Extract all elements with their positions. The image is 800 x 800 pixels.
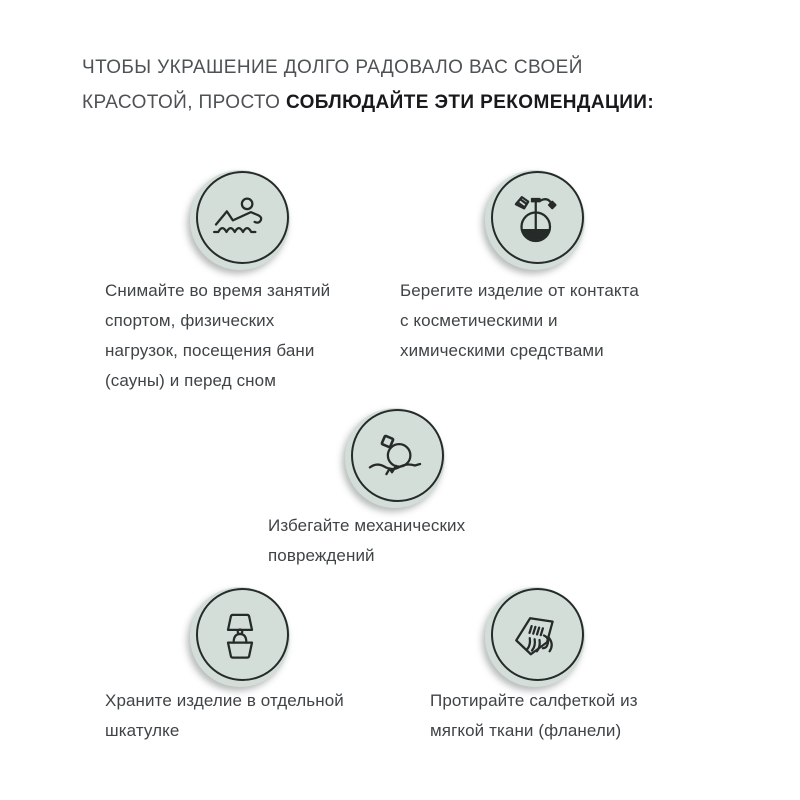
- page-title-line1: ЧТОБЫ УКРАШЕНИЕ ДОЛГО РАДОВАЛО ВАС СВОЕЙ: [82, 57, 583, 78]
- caption-line: повреждений: [268, 546, 375, 565]
- recommendation-cosmetics: [400, 276, 639, 366]
- caption-line: Снимайте во время занятий: [105, 281, 331, 300]
- caption-line: химическими средствами: [400, 341, 604, 360]
- caption-line: шкатулке: [105, 721, 180, 740]
- recommendation-storage: [105, 686, 344, 746]
- page-title-line2-regular: КРАСОТОЙ, ПРОСТО: [82, 92, 286, 113]
- caption-line: с косметическими и: [400, 311, 558, 330]
- perfume-badge: [485, 170, 585, 270]
- recommendation-damage: [268, 511, 465, 571]
- caption-line: (сауны) и перед сном: [105, 371, 277, 390]
- mechanical-damage-badge: [345, 408, 445, 508]
- caption-line: нагрузок, посещения бани: [105, 341, 315, 360]
- ring-box-badge: [190, 587, 290, 687]
- caption-line: Избегайте механических: [268, 516, 466, 535]
- caption-line: спортом, физических: [105, 311, 275, 330]
- swimmer-badge: [190, 170, 290, 270]
- caption-line: мягкой ткани (фланели): [430, 721, 622, 740]
- caption-line: Берегите изделие от контакта: [400, 281, 639, 300]
- swimmer-icon: [210, 190, 270, 250]
- polishing-cloth-icon: [505, 607, 565, 667]
- ring-box-icon: [210, 607, 270, 667]
- perfume-atomizer-icon: [505, 190, 565, 250]
- scratched-ring-icon: [365, 428, 425, 488]
- caption-line: Протирайте салфеткой из: [430, 691, 638, 710]
- recommendation-wipe: [430, 686, 638, 746]
- page-title: [82, 50, 742, 120]
- recommendation-sport: [105, 276, 330, 396]
- page-title-line2: [82, 85, 742, 120]
- caption-line: Храните изделие в отдельной: [105, 691, 344, 710]
- page-title-line2-bold: СОБЛЮДАЙТЕ ЭТИ РЕКОМЕНДАЦИИ:: [285, 92, 655, 113]
- polishing-cloth-badge: [485, 587, 585, 687]
